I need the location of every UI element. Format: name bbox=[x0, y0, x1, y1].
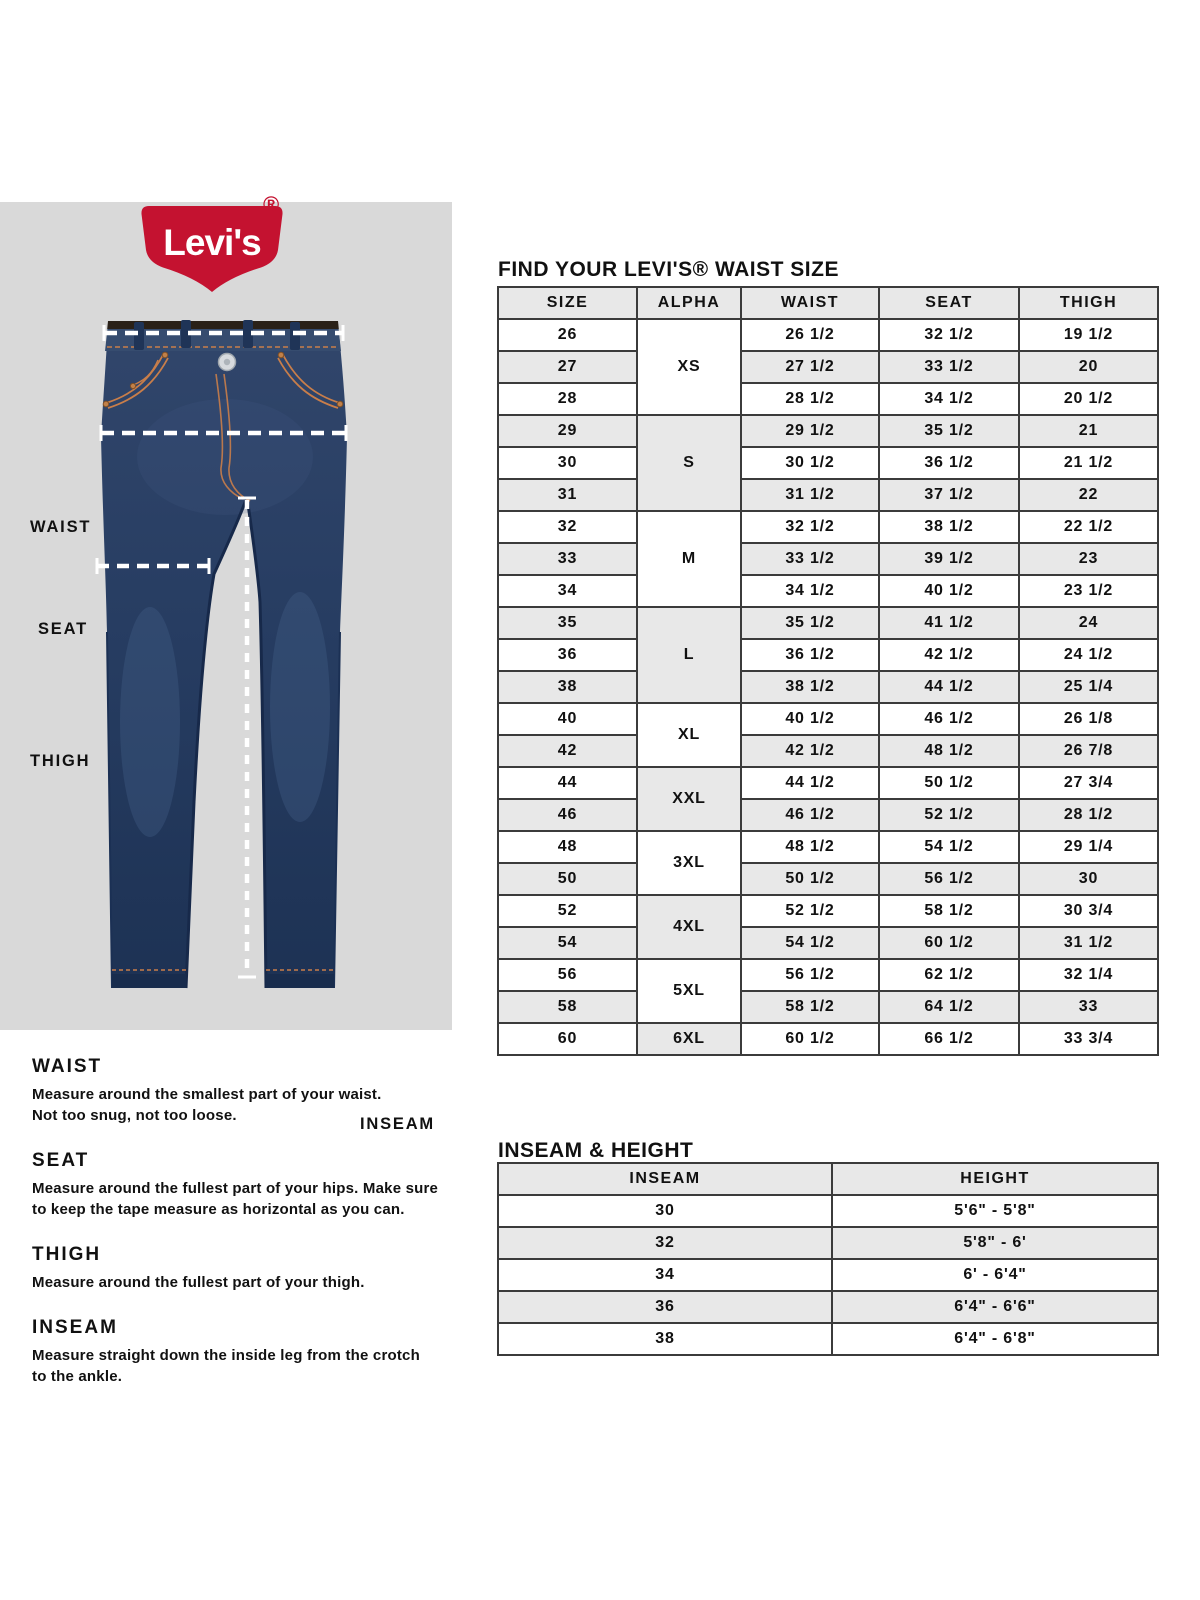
waist-cell: 26 1/2 bbox=[741, 319, 879, 351]
height-cell: 6' - 6'4" bbox=[832, 1259, 1158, 1291]
inseam-table-row bbox=[498, 1227, 1158, 1259]
thigh-cell: 20 bbox=[1019, 351, 1158, 383]
seat-cell: 44 1/2 bbox=[879, 671, 1019, 703]
seat-cell: 60 1/2 bbox=[879, 927, 1019, 959]
thigh-cell: 28 1/2 bbox=[1019, 799, 1158, 831]
thigh-cell: 22 bbox=[1019, 479, 1158, 511]
size-cell: 31 bbox=[498, 479, 637, 511]
thigh-cell: 27 3/4 bbox=[1019, 767, 1158, 799]
column-header: ALPHA bbox=[637, 287, 741, 319]
inseam-table-row bbox=[498, 1323, 1158, 1355]
size-table-row bbox=[498, 479, 1158, 511]
alpha-cell: 3XL bbox=[637, 831, 741, 895]
waist-cell: 46 1/2 bbox=[741, 799, 879, 831]
seat-cell: 37 1/2 bbox=[879, 479, 1019, 511]
waist-cell: 50 1/2 bbox=[741, 863, 879, 895]
alpha-cell: XXL bbox=[637, 767, 741, 831]
thigh-measure-label: THIGH bbox=[30, 752, 91, 770]
size-cell: 58 bbox=[498, 991, 637, 1023]
size-table-row bbox=[498, 607, 1158, 639]
size-table-row bbox=[498, 671, 1158, 703]
size-cell: 26 bbox=[498, 319, 637, 351]
seat-cell: 40 1/2 bbox=[879, 575, 1019, 607]
height-cell: 6'4" - 6'6" bbox=[832, 1291, 1158, 1323]
alpha-cell: S bbox=[637, 415, 741, 511]
seat-cell: 39 1/2 bbox=[879, 543, 1019, 575]
size-table-title: FIND YOUR LEVI'S® WAIST SIZE bbox=[498, 258, 839, 282]
column-header: INSEAM bbox=[498, 1163, 832, 1195]
seat-cell: 52 1/2 bbox=[879, 799, 1019, 831]
size-cell: 42 bbox=[498, 735, 637, 767]
size-cell: 36 bbox=[498, 639, 637, 671]
size-table-row bbox=[498, 735, 1158, 767]
size-table-row bbox=[498, 1023, 1158, 1055]
inseam-cell: 30 bbox=[498, 1195, 832, 1227]
inseam-table-row bbox=[498, 1291, 1158, 1323]
size-cell: 35 bbox=[498, 607, 637, 639]
waist-cell: 44 1/2 bbox=[741, 767, 879, 799]
instruction-heading: THIGH bbox=[32, 1244, 102, 1265]
waist-cell: 35 1/2 bbox=[741, 607, 879, 639]
thigh-cell: 32 1/4 bbox=[1019, 959, 1158, 991]
seat-cell: 48 1/2 bbox=[879, 735, 1019, 767]
size-table-row bbox=[498, 415, 1158, 447]
registered-mark-icon: ® bbox=[263, 192, 280, 217]
seat-cell: 42 1/2 bbox=[879, 639, 1019, 671]
thigh-cell: 31 1/2 bbox=[1019, 927, 1158, 959]
seat-cell: 66 1/2 bbox=[879, 1023, 1019, 1055]
thigh-cell: 29 1/4 bbox=[1019, 831, 1158, 863]
thigh-cell: 33 bbox=[1019, 991, 1158, 1023]
alpha-cell: XS bbox=[637, 319, 741, 415]
size-table-header-row bbox=[498, 287, 1158, 319]
seat-cell: 50 1/2 bbox=[879, 767, 1019, 799]
height-cell: 5'6" - 5'8" bbox=[832, 1195, 1158, 1227]
thigh-cell: 30 bbox=[1019, 863, 1158, 895]
waist-cell: 32 1/2 bbox=[741, 511, 879, 543]
column-header: THIGH bbox=[1019, 287, 1158, 319]
instruction-body: Measure around the smallest part of your waist. Not too snug, not too loose. bbox=[32, 1086, 382, 1124]
alpha-cell: L bbox=[637, 607, 741, 703]
alpha-cell: 6XL bbox=[637, 1023, 741, 1055]
seat-cell: 62 1/2 bbox=[879, 959, 1019, 991]
instruction-body: Measure around the fullest part of your thigh. bbox=[32, 1274, 365, 1291]
size-cell: 52 bbox=[498, 895, 637, 927]
waist-button bbox=[219, 354, 236, 371]
size-table-row bbox=[498, 863, 1158, 895]
size-table-row bbox=[498, 543, 1158, 575]
column-header: SIZE bbox=[498, 287, 637, 319]
size-table-row bbox=[498, 927, 1158, 959]
column-header: SEAT bbox=[879, 287, 1019, 319]
inseam-table-title: INSEAM & HEIGHT bbox=[498, 1139, 694, 1163]
size-table-row bbox=[498, 799, 1158, 831]
waist-cell: 36 1/2 bbox=[741, 639, 879, 671]
size-cell: 54 bbox=[498, 927, 637, 959]
size-cell: 44 bbox=[498, 767, 637, 799]
waist-cell: 40 1/2 bbox=[741, 703, 879, 735]
seat-cell: 54 1/2 bbox=[879, 831, 1019, 863]
waist-cell: 27 1/2 bbox=[741, 351, 879, 383]
waist-cell: 60 1/2 bbox=[741, 1023, 879, 1055]
waist-cell: 52 1/2 bbox=[741, 895, 879, 927]
waist-measure-label: WAIST bbox=[30, 518, 92, 536]
size-table-row bbox=[498, 703, 1158, 735]
size-table-row bbox=[498, 895, 1158, 927]
inseam-height-table bbox=[497, 1162, 1159, 1356]
thigh-cell: 30 3/4 bbox=[1019, 895, 1158, 927]
thigh-cell: 26 7/8 bbox=[1019, 735, 1158, 767]
levis-wordmark: Levi's bbox=[163, 222, 261, 263]
inseam-cell: 32 bbox=[498, 1227, 832, 1259]
thigh-cell: 21 bbox=[1019, 415, 1158, 447]
alpha-cell: 5XL bbox=[637, 959, 741, 1023]
seat-cell: 34 1/2 bbox=[879, 383, 1019, 415]
size-cell: 48 bbox=[498, 831, 637, 863]
waist-cell: 34 1/2 bbox=[741, 575, 879, 607]
inseam-cell: 36 bbox=[498, 1291, 832, 1323]
waist-cell: 42 1/2 bbox=[741, 735, 879, 767]
seat-cell: 36 1/2 bbox=[879, 447, 1019, 479]
inseam-cell: 38 bbox=[498, 1323, 832, 1355]
size-cell: 38 bbox=[498, 671, 637, 703]
size-cell: 33 bbox=[498, 543, 637, 575]
size-cell: 40 bbox=[498, 703, 637, 735]
seat-cell: 33 1/2 bbox=[879, 351, 1019, 383]
thigh-cell: 21 1/2 bbox=[1019, 447, 1158, 479]
size-table-row bbox=[498, 511, 1158, 543]
thigh-cell: 19 1/2 bbox=[1019, 319, 1158, 351]
size-table-row bbox=[498, 575, 1158, 607]
seat-cell: 38 1/2 bbox=[879, 511, 1019, 543]
size-table-row bbox=[498, 383, 1158, 415]
size-cell: 28 bbox=[498, 383, 637, 415]
instruction-heading: INSEAM bbox=[32, 1317, 118, 1338]
waist-cell: 30 1/2 bbox=[741, 447, 879, 479]
seat-cell: 35 1/2 bbox=[879, 415, 1019, 447]
waist-cell: 58 1/2 bbox=[741, 991, 879, 1023]
inseam-measure-label: INSEAM bbox=[360, 1115, 435, 1133]
thigh-cell: 23 1/2 bbox=[1019, 575, 1158, 607]
size-cell: 46 bbox=[498, 799, 637, 831]
waist-cell: 31 1/2 bbox=[741, 479, 879, 511]
jeans-illustration bbox=[0, 202, 452, 1030]
size-cell: 27 bbox=[498, 351, 637, 383]
instruction-heading: SEAT bbox=[32, 1150, 90, 1171]
alpha-cell: 4XL bbox=[637, 895, 741, 959]
waist-cell: 56 1/2 bbox=[741, 959, 879, 991]
thigh-cell: 20 1/2 bbox=[1019, 383, 1158, 415]
size-table-row bbox=[498, 959, 1158, 991]
alpha-cell: M bbox=[637, 511, 741, 607]
size-cell: 29 bbox=[498, 415, 637, 447]
size-cell: 30 bbox=[498, 447, 637, 479]
inseam-cell: 34 bbox=[498, 1259, 832, 1291]
thigh-cell: 24 1/2 bbox=[1019, 639, 1158, 671]
thigh-cell: 33 3/4 bbox=[1019, 1023, 1158, 1055]
inseam-table-row bbox=[498, 1259, 1158, 1291]
waist-cell: 38 1/2 bbox=[741, 671, 879, 703]
column-header: WAIST bbox=[741, 287, 879, 319]
size-cell: 32 bbox=[498, 511, 637, 543]
thigh-cell: 25 1/4 bbox=[1019, 671, 1158, 703]
seat-cell: 56 1/2 bbox=[879, 863, 1019, 895]
instruction-body: Measure around the fullest part of your hips. Make sure to keep the tape measure as horizontal as you can. bbox=[32, 1180, 439, 1218]
instruction-heading: WAIST bbox=[32, 1056, 103, 1077]
thigh-cell: 24 bbox=[1019, 607, 1158, 639]
seat-cell: 58 1/2 bbox=[879, 895, 1019, 927]
size-table-row bbox=[498, 831, 1158, 863]
height-cell: 6'4" - 6'8" bbox=[832, 1323, 1158, 1355]
seat-cell: 46 1/2 bbox=[879, 703, 1019, 735]
size-table-row bbox=[498, 319, 1158, 351]
waist-cell: 33 1/2 bbox=[741, 543, 879, 575]
seat-cell: 64 1/2 bbox=[879, 991, 1019, 1023]
alpha-cell: XL bbox=[637, 703, 741, 767]
waist-cell: 48 1/2 bbox=[741, 831, 879, 863]
size-cell: 50 bbox=[498, 863, 637, 895]
seat-cell: 32 1/2 bbox=[879, 319, 1019, 351]
size-table-row bbox=[498, 767, 1158, 799]
size-cell: 56 bbox=[498, 959, 637, 991]
measurement-instructions bbox=[32, 1056, 492, 1411]
waist-cell: 29 1/2 bbox=[741, 415, 879, 447]
inseam-table-header-row bbox=[498, 1163, 1158, 1195]
thigh-cell: 23 bbox=[1019, 543, 1158, 575]
waist-size-table bbox=[497, 286, 1159, 1056]
seat-cell: 41 1/2 bbox=[879, 607, 1019, 639]
waist-cell: 54 1/2 bbox=[741, 927, 879, 959]
thigh-cell: 26 1/8 bbox=[1019, 703, 1158, 735]
height-cell: 5'8" - 6' bbox=[832, 1227, 1158, 1259]
size-table-row bbox=[498, 991, 1158, 1023]
instruction-body: Measure straight down the inside leg from the crotch to the ankle. bbox=[32, 1347, 420, 1385]
size-table-row bbox=[498, 447, 1158, 479]
column-header: HEIGHT bbox=[832, 1163, 1158, 1195]
size-table-row bbox=[498, 351, 1158, 383]
size-cell: 60 bbox=[498, 1023, 637, 1055]
size-table-row bbox=[498, 639, 1158, 671]
thigh-cell: 22 1/2 bbox=[1019, 511, 1158, 543]
size-cell: 34 bbox=[498, 575, 637, 607]
inseam-table-row bbox=[498, 1195, 1158, 1227]
seat-measure-label: SEAT bbox=[38, 620, 88, 638]
waist-cell: 28 1/2 bbox=[741, 383, 879, 415]
